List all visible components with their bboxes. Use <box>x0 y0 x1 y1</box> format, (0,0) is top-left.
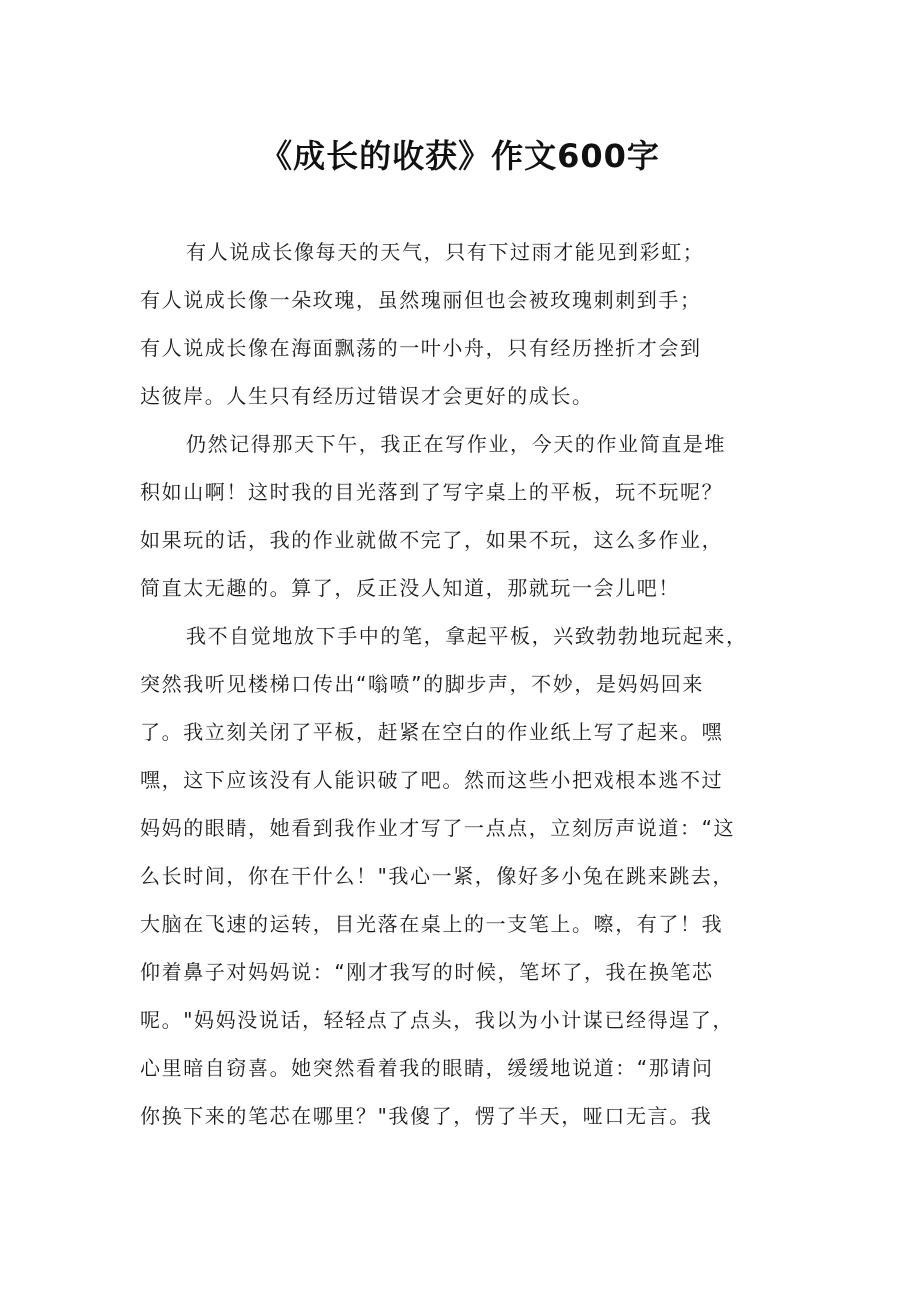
essay-line: 你换下来的笔芯在哪里？"我傻了，愣了半天，哑口无言。我 <box>140 1104 713 1128</box>
document-title: 《成长的收获》作文600字 <box>260 137 660 175</box>
essay-line: 嘿，这下应该没有人能识破了吧。然而这些小把戏根本逃不过 <box>140 768 724 792</box>
essay-line: 简直太无趣的。算了，反正没人知道，那就玩一会儿吧！ <box>140 576 680 600</box>
essay-line: 心里暗自窃喜。她突然看着我的眼睛，缓缓地说道：“那请问 <box>140 1056 714 1080</box>
essay-body <box>140 228 780 1140</box>
essay-line: 如果玩的话，我的作业就做不完了，如果不玩，这么多作业， <box>140 528 724 552</box>
essay-line: 大脑在飞速的运转，目光落在桌上的一支笔上。嚓，有了！我 <box>140 912 724 936</box>
essay-line: 呢。"妈妈没说话，轻轻点了点头，我以为小计谋已经得逞了， <box>140 1008 734 1032</box>
essay-line: 我不自觉地放下手中的笔，拿起平板，兴致勃勃地玩起来， <box>186 624 748 648</box>
essay-line: 妈妈的眼睛，她看到我作业才写了一点点，立刻厉声说道：“这 <box>140 816 736 840</box>
essay-line: 有人说成长像在海面飘荡的一叶小舟，只有经历挫折才会到 <box>140 336 702 360</box>
essay-line: 积如山啊！这时我的目光落到了写字桌上的平板，玩不玩呢？ <box>140 480 724 504</box>
essay-line: 么长时间，你在干什么！"我心一紧，像好多小兔在跳来跳去， <box>140 864 734 888</box>
essay-line: 了。我立刻关闭了平板，赶紧在空白的作业纸上写了起来。嘿 <box>140 720 724 744</box>
essay-line: 突然我听见楼梯口传出“嗡喷”的脚步声，不妙，是妈妈回来 <box>140 672 704 696</box>
essay-line: 有人说成长像每天的天气，只有下过雨才能见到彩虹； <box>186 240 705 264</box>
essay-line: 仍然记得那天下午，我正在写作业，今天的作业简直是堆 <box>186 432 726 456</box>
essay-line: 有人说成长像一朵玫瑰，虽然瑰丽但也会被玫瑰刺刺到手； <box>140 288 702 312</box>
essay-line: 仰着鼻子对妈妈说：“刚才我写的时候，笔坏了，我在换笔芯 <box>140 960 714 984</box>
essay-line: 达彼岸。人生只有经历过错误才会更好的成长。 <box>140 384 594 408</box>
